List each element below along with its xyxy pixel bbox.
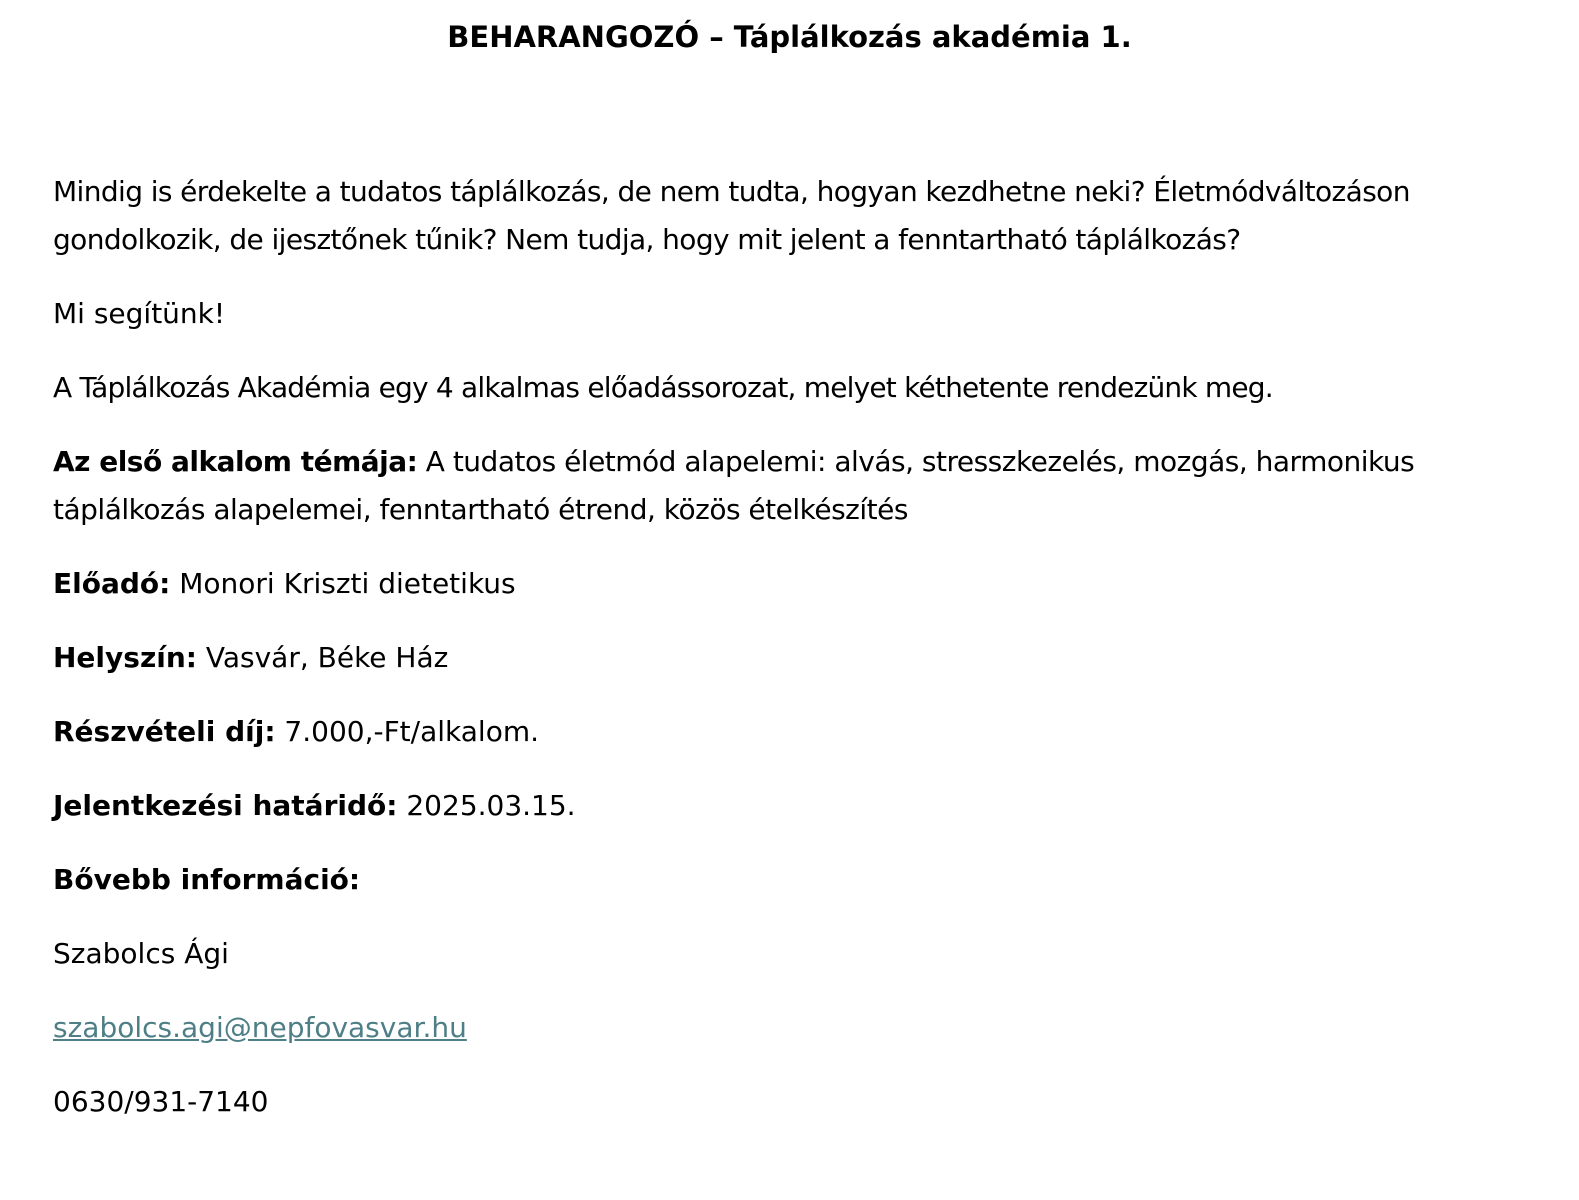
document-title: BEHARANGOZÓ – Táplálkozás akadémia 1. — [447, 20, 1132, 54]
intro-paragraph: Mindig is érdekelte a tudatos táplálkozás, de nem tudta, hogyan kezdhetne neki? Életmódváltozáson gondolkozik, de ijesztőnek tűnik? Nem tudja, hogy mit jelent a fenntartható táplálkozás? — [53, 175, 1410, 256]
document-body — [53, 168, 1553, 1152]
deadline-label: Jelentkezési határidő: — [53, 789, 398, 822]
topic-paragraph — [53, 438, 1553, 534]
help-paragraph: Mi segítünk! — [53, 297, 226, 330]
contact-email-link[interactable]: szabolcs.agi@nepfovasvar.hu — [53, 1011, 467, 1044]
contact-email-paragraph — [53, 1004, 1553, 1052]
more-info-label: Bővebb információ: — [53, 863, 361, 896]
speaker-value: Monori Kriszti dietetikus — [170, 567, 516, 600]
series-paragraph: A Táplálkozás Akadémia egy 4 alkalmas előadássorozat, melyet kéthetente rendezünk meg. — [53, 371, 1273, 404]
location-value: Vasvár, Béke Ház — [196, 641, 449, 674]
speaker-paragraph — [53, 560, 1553, 608]
contact-name: Szabolcs Ági — [53, 937, 229, 970]
deadline-paragraph — [53, 782, 1553, 830]
location-paragraph — [53, 634, 1553, 682]
fee-label: Részvételi díj: — [53, 715, 276, 748]
contact-phone: 0630/931-7140 — [53, 1085, 269, 1118]
topic-value: A tudatos életmód alapelemi: alvás, stresszkezelés, mozgás, harmonikus táplálkozás alapelemei, fenntartható étrend, közös ételkészítés — [53, 445, 1415, 526]
more-info-paragraph — [53, 856, 1553, 904]
topic-label: Az első alkalom témája: — [53, 445, 418, 478]
fee-value: 7.000,-Ft/alkalom. — [275, 715, 539, 748]
deadline-value: 2025.03.15. — [397, 789, 576, 822]
fee-paragraph — [53, 708, 1553, 756]
speaker-label: Előadó: — [53, 567, 171, 600]
location-label: Helyszín: — [53, 641, 197, 674]
